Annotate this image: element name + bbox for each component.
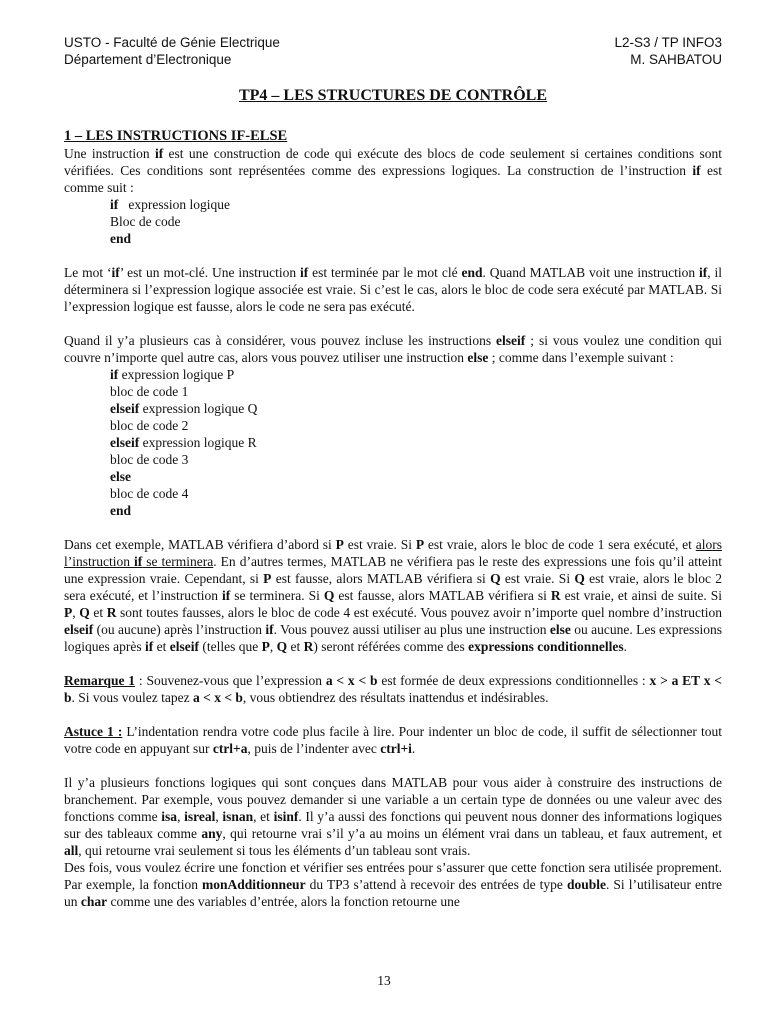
tip-note: Astuce 1 : L’indentation rendra votre code plus facile à lire. Pour indenter un bloc de code, il suffit de sélectionner tout votre code en appuyant sur ctrl+a, puis de l’indenter avec ctrl+i.: [64, 724, 722, 756]
code-line: if expression logique P: [110, 367, 235, 382]
section-heading: 1 – LES INSTRUCTIONS IF-ELSE: [64, 128, 288, 144]
faculty-name: USTO - Faculté de Génie Electrique: [64, 35, 280, 50]
code-line: end: [110, 231, 132, 246]
remark-note: Remarque 1 : Souvenez-vous que l’expression a < x < b est formée de deux expressions conditionnelles : x > a ET x < b. Si vous voulez tapez a < x < b, vous obtiendrez des résultats inattendus et indésirables.: [64, 673, 722, 705]
paragraph-elseif: Quand il y’a plusieurs cas à considérer, vous pouvez incluse les instructions elseif ; si vous voulez une condition qui couvre n’importe quel autre cas, alors vous pouvez utiliser une instruction else ; comme dans l’exemple suivant :: [64, 333, 722, 365]
paragraph-if-keyword: Le mot ‘if’ est un mot-clé. Une instruction if est terminée par le mot clé end. Quand MATLAB voit une instruction if, il déterminera si l’expression logique associée est vraie. Si c’est le cas, alors le bloc de code sera exécuté par MATLAB. Si l’expression logique est fausse, alors le code ne sera pas exécuté.: [64, 265, 722, 314]
page-header: [64, 34, 722, 68]
paragraph-intro: Une instruction if est une construction de code qui exécute des blocs de code seulement si certaines conditions sont vérifiées. Ces conditions sont représentées comme des expressions logiques. La construction de l’instruction if est comme suit :: [64, 146, 723, 195]
author-name: M. SAHBATOU: [630, 52, 722, 67]
paragraph-explanation: Dans cet exemple, MATLAB vérifiera d’abord si P est vraie. Si P est vraie, alors le bloc de code 1 sera exécuté, et alors l’instruction if se terminera. En d’autres termes, MATLAB ne vérifiera pas le reste des expressions une fois qu’il atteint une expression vraie. Cependant, si P est fausse, alors MATLAB vérifiera si Q est vraie. Si Q est vraie, alors le bloc 2 sera exécuté, et l’instruction if se terminera. Si Q est fausse, alors MATLAB vérifiera si R est vraie, et ainsi de suite. Si P, Q et R sont toutes fausses, alors le bloc de code 4 est exécuté. Vous pouvez avoir n’importe quel nombre d’instruction elseif (ou aucune) après l’instruction if. Vous pouvez aussi utiliser au plus une instruction else ou aucune. Les expressions logiques après if et elseif (telles que P, Q et R) seront référées comme des expressions conditionnelles.: [64, 537, 723, 654]
header-right: [614, 34, 722, 68]
code-line: bloc de code 3: [110, 452, 189, 467]
code-line: Bloc de code: [110, 214, 181, 229]
code-line: bloc de code 2: [110, 418, 189, 433]
document-title: TP4 – LES STRUCTURES DE CONTRÔLE: [238, 87, 548, 104]
code-line: bloc de code 4: [110, 486, 189, 501]
code-example-if: [110, 196, 722, 247]
paragraph-input-check: Des fois, vous voulez écrire une fonction et vérifier ses entrées pour s’assurer que cette fonction sera utilisée proprement. Par exemple, la fonction monAdditionneur du TP3 s’attend à recevoir des entrées de type double. Si l’utilisateur entre un char comme une des variables d’entrée, alors la fonction retourne une: [64, 860, 722, 909]
page-number: 13: [377, 973, 391, 988]
course-code: L2-S3 / TP INFO3: [614, 35, 722, 50]
document-page: [64, 34, 722, 910]
paragraph-logical-functions: Il y’a plusieurs fonctions logiques qui sont conçues dans MATLAB pour vous aider à construire des instructions de branchement. Par exemple, vous pouvez demander si une variable a un certain type de données ou une valeur avec des fonctions comme isa, isreal, isnan, et isinf. Il y’a aussi des fonctions qui peuvent nous donner des informations logiques sur des tableaux comme any, qui retourne vrai s’il y’a au moins un élément vrai dans un tableau, et faux autrement, et all, qui retourne vrai seulement si tous les éléments d’un tableau sont vrais.: [64, 775, 723, 858]
code-example-elseif: [110, 366, 722, 519]
code-line: elseif expression logique R: [110, 435, 257, 450]
code-line: if expression logique: [110, 197, 230, 212]
code-line: else: [110, 469, 131, 484]
department-name: Département d’Electronique: [64, 52, 232, 67]
code-line: bloc de code 1: [110, 384, 189, 399]
code-line: end: [110, 503, 132, 518]
code-line: elseif expression logique Q: [110, 401, 258, 416]
header-left: [64, 34, 280, 68]
